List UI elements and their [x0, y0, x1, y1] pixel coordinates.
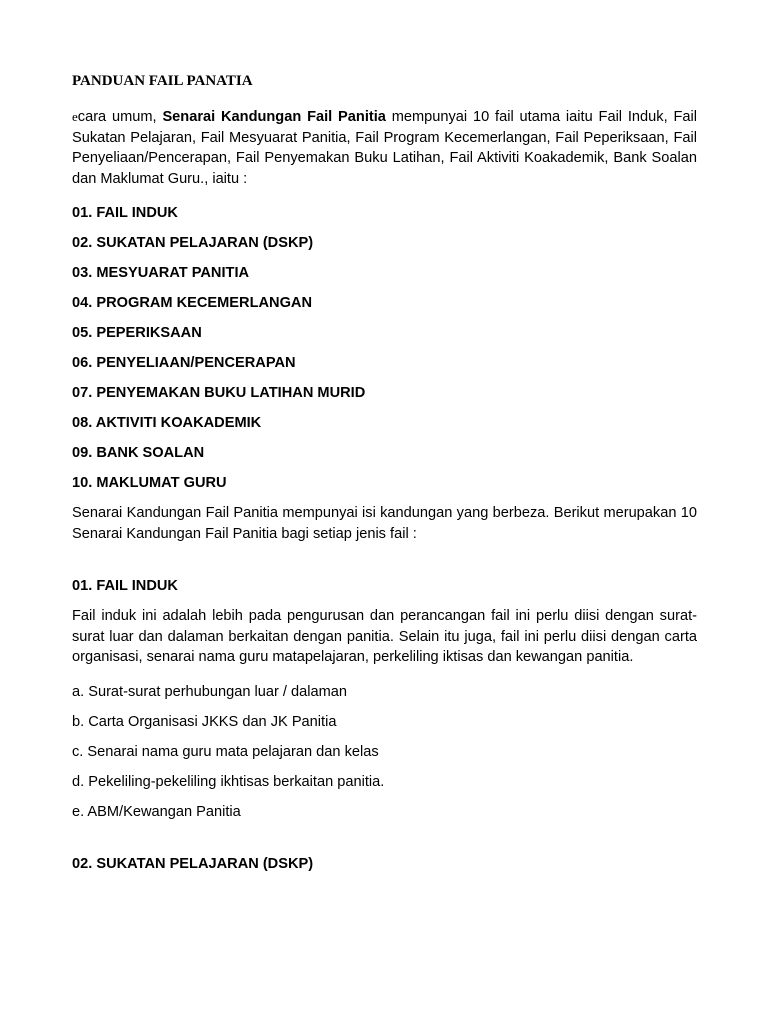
section-list-item: b. Carta Organisasi JKKS dan JK Panitia	[72, 713, 337, 730]
file-list-item: 03. MESYUARAT PANITIA	[72, 265, 250, 281]
section-list-item: d. Pekeliling-pekeliling ikhtisas berkaitan panitia.	[72, 773, 385, 790]
section-list-item: e. ABM/Kewangan Panitia	[72, 803, 241, 820]
spacer	[72, 832, 697, 854]
intro-paragraph	[72, 107, 697, 189]
intro-bold-term: Senarai Kandungan Fail Panitia	[162, 109, 386, 125]
spacer	[72, 558, 697, 576]
file-list-item: 05. PEPERIKSAAN	[72, 325, 202, 341]
file-list-item: 02. SUKATAN PELAJARAN (DSKP)	[72, 235, 314, 251]
document-page	[72, 70, 697, 884]
file-list-item: 06. PENYELIAAN/PENCERAPAN	[72, 355, 296, 371]
section-heading: 01. FAIL INDUK	[72, 578, 178, 594]
section-heading: 02. SUKATAN PELAJARAN (DSKP)	[72, 855, 314, 872]
section-body: Fail induk ini adalah lebih pada pengurusan dan perancangan fail ini perlu diisi dengan surat-surat luar dan dalaman berkaitan dengan panitia. Selain itu juga, fail ini perlu diisi dengan carta organisasi, senarai nama guru matapelajaran, perkeliling iktisas dan kewangan panitia.	[72, 608, 697, 665]
intro-text-part2: mempunyai 10 fail utama iaitu Fail Induk, Fail Sukatan Pelajaran, Fail Mesyuarat Panitia, Fail Program Kecemerlangan, Fail Peperiksaan, Fail Penyeliaan/Pencerapan, Fail Penyemakan Buku Latihan, Fail Aktiviti Koakademik, Bank Soalan dan Maklumat Guru., iaitu :	[72, 109, 697, 187]
file-list	[72, 203, 697, 494]
section-list-item: a. Surat-surat perhubungan luar / dalaman	[72, 683, 348, 700]
file-list-item: 10. MAKLUMAT GURU	[72, 475, 227, 491]
document-title: PANDUAN FAIL PANATIA	[72, 73, 253, 89]
file-list-item: 01. FAIL INDUK	[72, 205, 178, 221]
section-fail-induk	[72, 576, 697, 822]
file-list-item: 08. AKTIVITI KOAKADEMIK	[72, 415, 262, 431]
intro-lead-char: e	[72, 109, 78, 124]
file-list-item: 04. PROGRAM KECEMERLANGAN	[72, 295, 313, 311]
section-list-item: c. Senarai nama guru mata pelajaran dan kelas	[72, 743, 379, 760]
intro-text-part1: cara umum,	[77, 109, 163, 125]
summary-paragraph: Senarai Kandungan Fail Panitia mempunyai isi kandungan yang berbeza. Berikut merupakan 10 Senarai Kandungan Fail Panitia bagi setiap jenis fail :	[72, 505, 697, 542]
file-list-item: 07. PENYEMAKAN BUKU LATIHAN MURID	[72, 385, 366, 401]
file-list-item: 09. BANK SOALAN	[72, 445, 205, 461]
section-sukatan-pelajaran	[72, 854, 697, 875]
